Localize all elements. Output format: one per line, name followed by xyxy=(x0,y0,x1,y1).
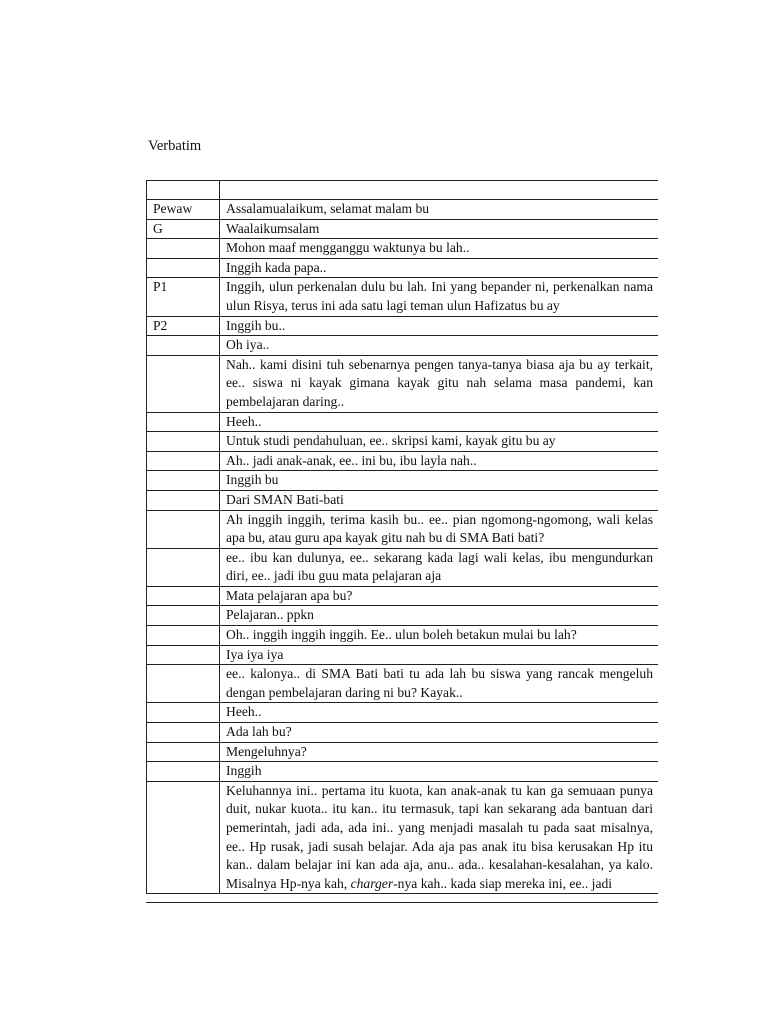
speaker-cell xyxy=(147,239,220,259)
verbatim-table-body xyxy=(147,181,659,894)
utterance-cell: Nah.. kami disini tuh sebenarnya pengen tanya-tanya biasa aja bu ay terkait, ee.. siswa ni kayak gimana kayak gitu nah selama masa pandemi, kan pembelajaran daring.. xyxy=(220,355,659,412)
utterance-text: Keluhannya ini.. pertama itu kuota, kan anak-anak tu kan ga semuaan punya duit, nukar kuota.. itu kan.. itu termasuk, tapi kan sekarang ada bantuan dari pemerintah, jadi ada, ada ini.. yang menjadi masalah tu pada saat misalnya, ee.. Hp rusak, jadi susah belajar. Ada aja pas anak itu bisa kerusakan Hp itu kan.. dalam belajar ini kan ada aja, anu.. ada.. kesalahan-kesalahan, ya kalo. Misalnya Hp-nya kah, xyxy=(226,782,653,891)
utterance-cell xyxy=(220,181,659,200)
speaker-cell xyxy=(147,645,220,665)
table-row xyxy=(147,432,659,452)
utterance-cell: ee.. ibu kan dulunya, ee.. sekarang kada lagi wali kelas, ibu mengundurkan diri, ee.. jadi ibu guu mata pelajaran aja xyxy=(220,548,659,586)
speaker-cell xyxy=(147,510,220,548)
utterance-cell: Iya iya iya xyxy=(220,645,659,665)
speaker-cell: Pewaw xyxy=(147,200,220,220)
speaker-cell xyxy=(147,762,220,782)
table-row xyxy=(147,355,659,412)
table-row xyxy=(147,606,659,626)
utterance-cell xyxy=(220,781,659,894)
verbatim-table-container xyxy=(146,180,658,903)
speaker-cell xyxy=(147,723,220,743)
speaker-cell xyxy=(147,742,220,762)
table-row xyxy=(147,219,659,239)
table-row xyxy=(147,490,659,510)
utterance-cell: Mohon maaf mengganggu waktunya bu lah.. xyxy=(220,239,659,259)
utterance-cell: Ah.. jadi anak-anak, ee.. ini bu, ibu layla nah.. xyxy=(220,451,659,471)
table-row xyxy=(147,336,659,356)
utterance-cell: Heeh.. xyxy=(220,412,659,432)
table-row xyxy=(147,316,659,336)
speaker-cell xyxy=(147,586,220,606)
utterance-cell: Oh iya.. xyxy=(220,336,659,356)
table-row xyxy=(147,586,659,606)
utterance-cell: Oh.. inggih inggih inggih. Ee.. ulun boleh betakun mulai bu lah? xyxy=(220,626,659,646)
utterance-cell: Inggih bu.. xyxy=(220,316,659,336)
utterance-cell: Dari SMAN Bati-bati xyxy=(220,490,659,510)
table-row xyxy=(147,278,659,316)
utterance-cell: ee.. kalonya.. di SMA Bati bati tu ada lah bu siswa yang rancak mengeluh dengan pembelajaran daring ni bu? Kayak.. xyxy=(220,665,659,703)
speaker-cell xyxy=(147,490,220,510)
utterance-italic-term: charger xyxy=(350,875,394,891)
utterance-cell: Waalaikumsalam xyxy=(220,219,659,239)
utterance-cell: Inggih bu xyxy=(220,471,659,491)
table-row xyxy=(147,703,659,723)
table-row xyxy=(147,451,659,471)
speaker-cell xyxy=(147,781,220,894)
utterance-cell: Ah inggih inggih, terima kasih bu.. ee.. pian ngomong-ngomong, wali kelas apa bu, atau guru apa kayak gitu nah bu di SMA Bati bati? xyxy=(220,510,659,548)
utterance-cell: Heeh.. xyxy=(220,703,659,723)
speaker-cell xyxy=(147,355,220,412)
utterance-cell: Pelajaran.. ppkn xyxy=(220,606,659,626)
speaker-cell xyxy=(147,471,220,491)
table-row xyxy=(147,665,659,703)
utterance-cell: Mata pelajaran apa bu? xyxy=(220,586,659,606)
table-row xyxy=(147,200,659,220)
table-row xyxy=(147,626,659,646)
speaker-cell xyxy=(147,451,220,471)
table-row xyxy=(147,239,659,259)
table-row xyxy=(147,412,659,432)
speaker-cell xyxy=(147,548,220,586)
table-row xyxy=(147,742,659,762)
table-row xyxy=(147,548,659,586)
speaker-cell xyxy=(147,336,220,356)
utterance-text: -nya kah.. kada siap mereka ini, ee.. jadi xyxy=(393,875,613,891)
table-row xyxy=(147,510,659,548)
table-row xyxy=(147,723,659,743)
speaker-cell: P1 xyxy=(147,278,220,316)
speaker-cell xyxy=(147,181,220,200)
speaker-cell xyxy=(147,412,220,432)
table-row xyxy=(147,645,659,665)
speaker-cell: P2 xyxy=(147,316,220,336)
speaker-cell: G xyxy=(147,219,220,239)
utterance-cell: Untuk studi pendahuluan, ee.. skripsi kami, kayak gitu bu ay xyxy=(220,432,659,452)
speaker-cell xyxy=(147,626,220,646)
table-row xyxy=(147,181,659,200)
utterance-cell: Ada lah bu? xyxy=(220,723,659,743)
table-row xyxy=(147,471,659,491)
page-title: Verbatim xyxy=(148,138,202,154)
table-row xyxy=(147,781,659,894)
speaker-cell xyxy=(147,258,220,278)
verbatim-table xyxy=(146,180,658,894)
utterance-cell: Assalamualaikum, selamat malam bu xyxy=(220,200,659,220)
utterance-cell: Inggih kada papa.. xyxy=(220,258,659,278)
table-row xyxy=(147,762,659,782)
utterance-cell: Mengeluhnya? xyxy=(220,742,659,762)
speaker-cell xyxy=(147,432,220,452)
utterance-cell: Inggih xyxy=(220,762,659,782)
speaker-cell xyxy=(147,665,220,703)
utterance-cell: Inggih, ulun perkenalan dulu bu lah. Ini yang bepander ni, perkenalkan nama ulun Risya, terus ini ada satu lagi teman ulun Hafizatus bu ay xyxy=(220,278,659,316)
table-row xyxy=(147,258,659,278)
speaker-cell xyxy=(147,703,220,723)
speaker-cell xyxy=(147,606,220,626)
